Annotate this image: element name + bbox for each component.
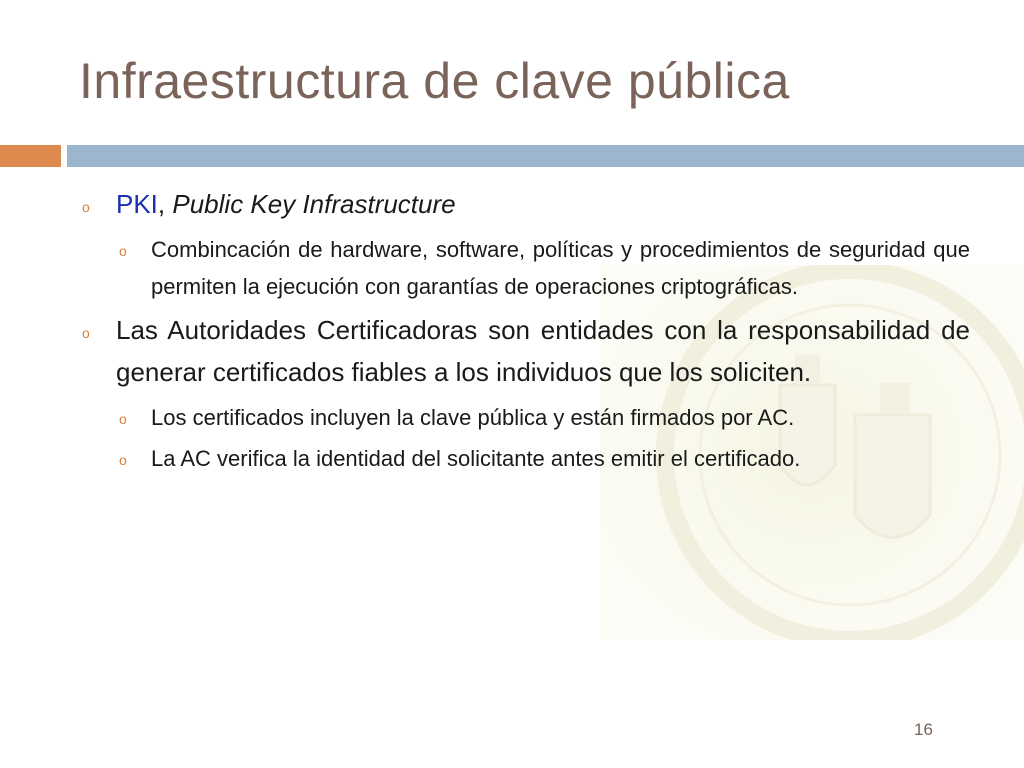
sub-bullet-verifica [78,440,970,477]
sub-bullet-text: Los certificados incluyen la clave pública y están firmados por AC. [151,405,795,430]
bullet-text: Las Autoridades Certificadoras son entidades con la responsabilidad de generar certificados fiables a los individuos que los soliciten. [116,315,970,387]
bullet-marker: o [82,199,90,215]
page-number: 16 [914,720,933,739]
bullet-marker: o [119,452,127,468]
sub-bullet-pki-definition [78,231,970,305]
accent-bar-blue [67,145,1024,167]
bullet-marker: o [119,411,127,427]
pki-expansion: Public Key Infrastructure [172,189,456,219]
bullet-marker: o [82,325,90,341]
slide-title: Infraestructura de clave pública [79,53,790,109]
bullet-pki [78,183,970,225]
slide-content [78,183,970,481]
pki-separator: , [157,189,173,219]
sub-bullet-text: La AC verifica la identidad del solicitante antes emitir el certificado. [151,446,801,471]
sub-bullet-certificados [78,399,970,436]
accent-bar-orange [0,145,61,167]
bullet-autoridades [78,309,970,393]
sub-bullet-text: Combincación de hardware, software, políticas y procedimientos de seguridad que permiten la ejecución con garantías de operaciones criptográficas. [151,237,970,299]
bullet-marker: o [119,243,127,259]
pki-term: PKI [116,189,158,219]
